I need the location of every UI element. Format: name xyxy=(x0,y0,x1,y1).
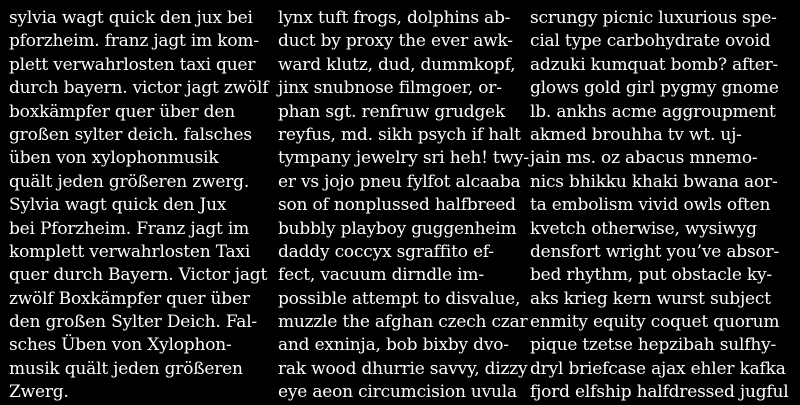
text-column-1 xyxy=(9,7,268,405)
text-line: bed rhythm, put obstacle ky- xyxy=(530,265,772,286)
text-line: nics bhikku khaki bwana aor- xyxy=(530,171,778,192)
text-line: lynx tuft frogs, dolphins ab- xyxy=(278,8,511,28)
text-line: bei Pforzheim. Franz jagt im xyxy=(9,218,250,239)
text-line: pique tzetse hepzibah sulfhy- xyxy=(530,335,777,356)
text-line: musik quält jeden größeren xyxy=(9,358,243,379)
text-line: plett verwahrlosten taxi quer xyxy=(9,54,256,75)
text-column-2 xyxy=(278,7,529,405)
text-line: eye aeon circumcision uvula xyxy=(278,382,517,403)
text-line: tympany jewelry sri heh! twy- xyxy=(278,148,529,169)
text-line: dryl briefcase ajax ehler kafka xyxy=(530,358,786,379)
text-line: er vs jojo pneu fylfot alcaaba xyxy=(278,171,521,192)
text-line: bubbly playboy guggenheim xyxy=(278,218,517,239)
text-line: fect, vacuum dirndle im- xyxy=(278,265,484,286)
text-line: komplett verwahrlosten Taxi xyxy=(9,241,251,262)
text-column-3 xyxy=(530,7,788,405)
text-line: aks krieg kern wurst subject xyxy=(530,288,771,309)
text-line: lb. ankhs acme aggroupment xyxy=(530,101,776,122)
text-line: daddy coccyx sgraffito ef- xyxy=(278,241,494,262)
text-line: rak wood dhurrie savvy, dizzy xyxy=(278,358,528,379)
text-line: fjord elfship halfdressed jugful xyxy=(530,382,789,403)
text-line: cial type carbohydrate ovoid xyxy=(530,31,771,52)
text-line: ta embolism vivid owls often xyxy=(530,195,771,216)
text-line: durch bayern. victor jagt zwölf xyxy=(9,78,269,99)
text-line: pforzheim. franz jagt im kom- xyxy=(9,31,259,52)
text-line: quält jeden größeren zwerg. xyxy=(9,171,250,192)
text-line: reyfus, md. sikh psych if halt xyxy=(278,124,521,145)
text-line: adzuki kumquat bomb? after- xyxy=(530,54,779,75)
text-line: enmity equity coquet quorum xyxy=(530,312,780,333)
text-line: den großen Sylter Deich. Fal- xyxy=(9,312,257,333)
text-line: Sylvia wagt quick den Jux xyxy=(9,195,227,216)
text-line: boxkämpfer quer über den xyxy=(9,101,235,122)
text-line: glows gold girl pygmy gnome xyxy=(530,78,779,99)
text-line: scrungy picnic luxurious spe- xyxy=(530,8,777,28)
text-line: son of nonplussed halfbreed xyxy=(278,195,516,216)
text-line: Zwerg. xyxy=(9,382,69,403)
text-line: possible attempt to disvalue, xyxy=(278,288,521,309)
text-line: quer durch Bayern. Victor jagt xyxy=(9,265,268,286)
text-line: jain ms. oz abacus mnemo- xyxy=(530,148,758,169)
text-line: kvetch otherwise, wysiwyg xyxy=(530,218,757,239)
text-line: and exninja, bob bixby dvo- xyxy=(278,335,509,356)
text-line: zwölf Boxkämpfer quer über xyxy=(9,288,250,309)
text-line: phan sgt. renfruw grudgek xyxy=(278,101,506,122)
text-line: muzzle the afghan czech czar xyxy=(278,312,528,333)
text-line: densfort wright you’ve absor- xyxy=(530,241,779,262)
text-line: üben von xylophonmusik xyxy=(9,148,219,169)
text-line: ward klutz, dud, dummkopf, xyxy=(278,54,516,75)
text-line: sylvia wagt quick den jux bei xyxy=(9,8,253,28)
text-line: großen sylter deich. falsches xyxy=(9,124,252,145)
text-line: duct by proxy the ever awk- xyxy=(278,31,513,52)
text-line: akmed brouhha tv wt. uj- xyxy=(530,124,742,145)
text-line: jinx snubnose filmgoer, or- xyxy=(278,78,502,99)
text-line: sches Üben von Xylophon- xyxy=(9,335,232,356)
